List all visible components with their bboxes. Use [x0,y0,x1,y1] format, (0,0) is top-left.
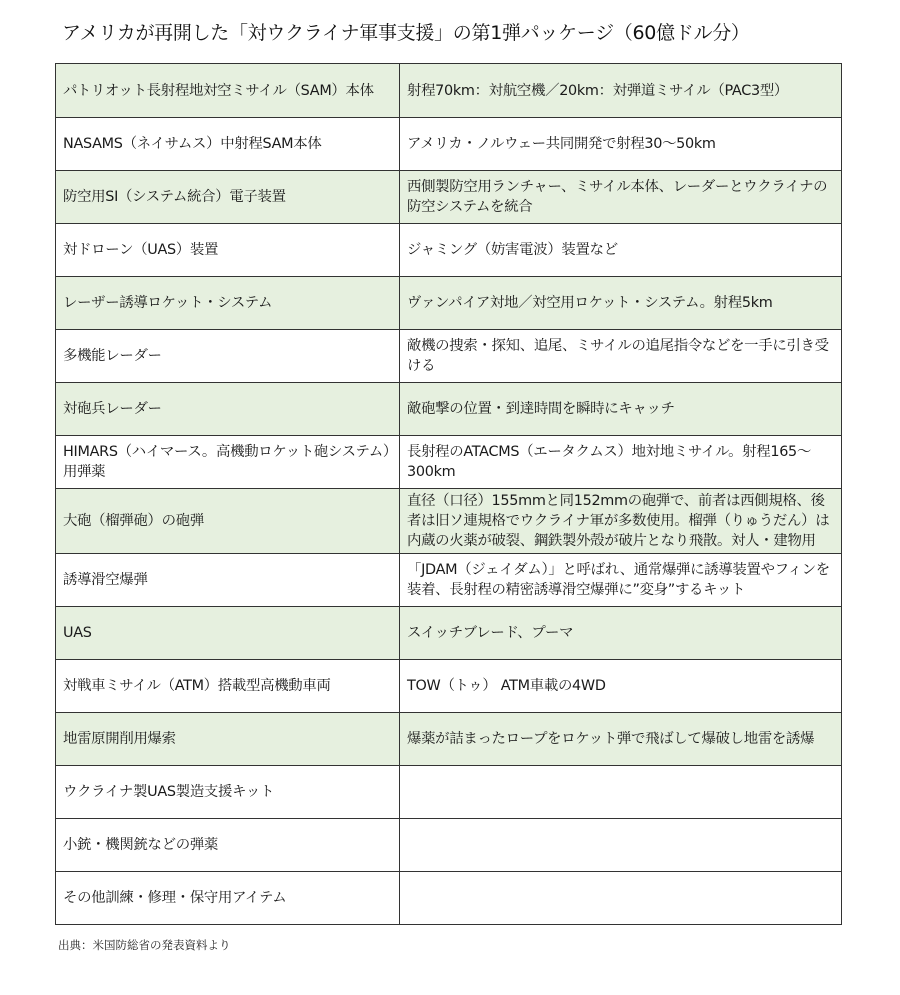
item-cell: UAS [56,607,400,660]
table-row [56,660,842,713]
item-cell: 多機能レーダー [56,330,400,383]
description-cell: 直径（口径）155mmと同152mmの砲弾で、前者は西側規格、後者は旧ソ連規格でウクライナ軍が多数使用。榴弾（りゅうだん）は内蔵の火薬が破裂、鋼鉄製外殻が破片となり飛散。対人・建物用 [400,489,842,554]
table-row [56,436,842,489]
table-row [56,277,842,330]
item-cell: 大砲（榴弾砲）の砲弾 [56,489,400,554]
table-row [56,64,842,118]
item-cell: 対砲兵レーダー [56,383,400,436]
table-row [56,819,842,872]
table-row [56,489,842,554]
table-row [56,171,842,224]
item-cell: NASAMS（ネイサムス）中射程SAM本体 [56,118,400,171]
description-cell: 西側製防空用ランチャー、ミサイル本体、レーダーとウクライナの防空システムを統合 [400,171,842,224]
description-cell [400,766,842,819]
item-cell: 対ドローン（UAS）装置 [56,224,400,277]
description-cell [400,872,842,925]
page-title: アメリカが再開した「対ウクライナ軍事支援」の第1弾パッケージ（60億ドル分） [62,22,750,44]
item-cell: 対戦車ミサイル（ATM）搭載型高機動車両 [56,660,400,713]
description-cell: TOW（トゥ） ATM車載の4WD [400,660,842,713]
description-cell: 敵砲撃の位置・到達時間を瞬時にキャッチ [400,383,842,436]
description-cell: スイッチブレード、プーマ [400,607,842,660]
table-row [56,330,842,383]
table-row [56,383,842,436]
table-row [56,554,842,607]
table-row [56,872,842,925]
item-cell: 防空用SI（システム統合）電子装置 [56,171,400,224]
description-cell: 射程70km：対航空機／20km：対弾道ミサイル（PAC3型） [400,64,842,118]
item-cell: その他訓練・修理・保守用アイテム [56,872,400,925]
table-row [56,766,842,819]
description-cell: 「JDAM（ジェイダム）」と呼ばれ、通常爆弾に誘導装置やフィンを装着、長射程の精密誘導滑空爆弾に”変身”するキット [400,554,842,607]
item-cell: レーザー誘導ロケット・システム [56,277,400,330]
description-cell: ジャミング（妨害電波）装置など [400,224,842,277]
description-cell [400,819,842,872]
item-cell: 誘導滑空爆弾 [56,554,400,607]
table-row [56,224,842,277]
description-cell: 爆薬が詰まったロープをロケット弾で飛ばして爆破し地雷を誘爆 [400,713,842,766]
table-row [56,607,842,660]
item-cell: 小銃・機関銃などの弾薬 [56,819,400,872]
description-cell: 敵機の捜索・探知、追尾、ミサイルの追尾指令などを一手に引き受ける [400,330,842,383]
description-cell: 長射程のATACMS（エータクムス）地対地ミサイル。射程165～300km [400,436,842,489]
table-row [56,118,842,171]
description-cell: アメリカ・ノルウェー共同開発で射程30～50km [400,118,842,171]
description-cell: ヴァンパイア対地／対空用ロケット・システム。射程5km [400,277,842,330]
item-cell: ウクライナ製UAS製造支援キット [56,766,400,819]
table-row [56,713,842,766]
item-cell: パトリオット長射程地対空ミサイル（SAM）本体 [56,64,400,118]
source-note: 出典：米国防総省の発表資料より [58,938,231,952]
aid-package-table [55,63,842,925]
item-cell: 地雷原開削用爆索 [56,713,400,766]
item-cell: HIMARS（ハイマース。高機動ロケット砲システム）用弾薬 [56,436,400,489]
